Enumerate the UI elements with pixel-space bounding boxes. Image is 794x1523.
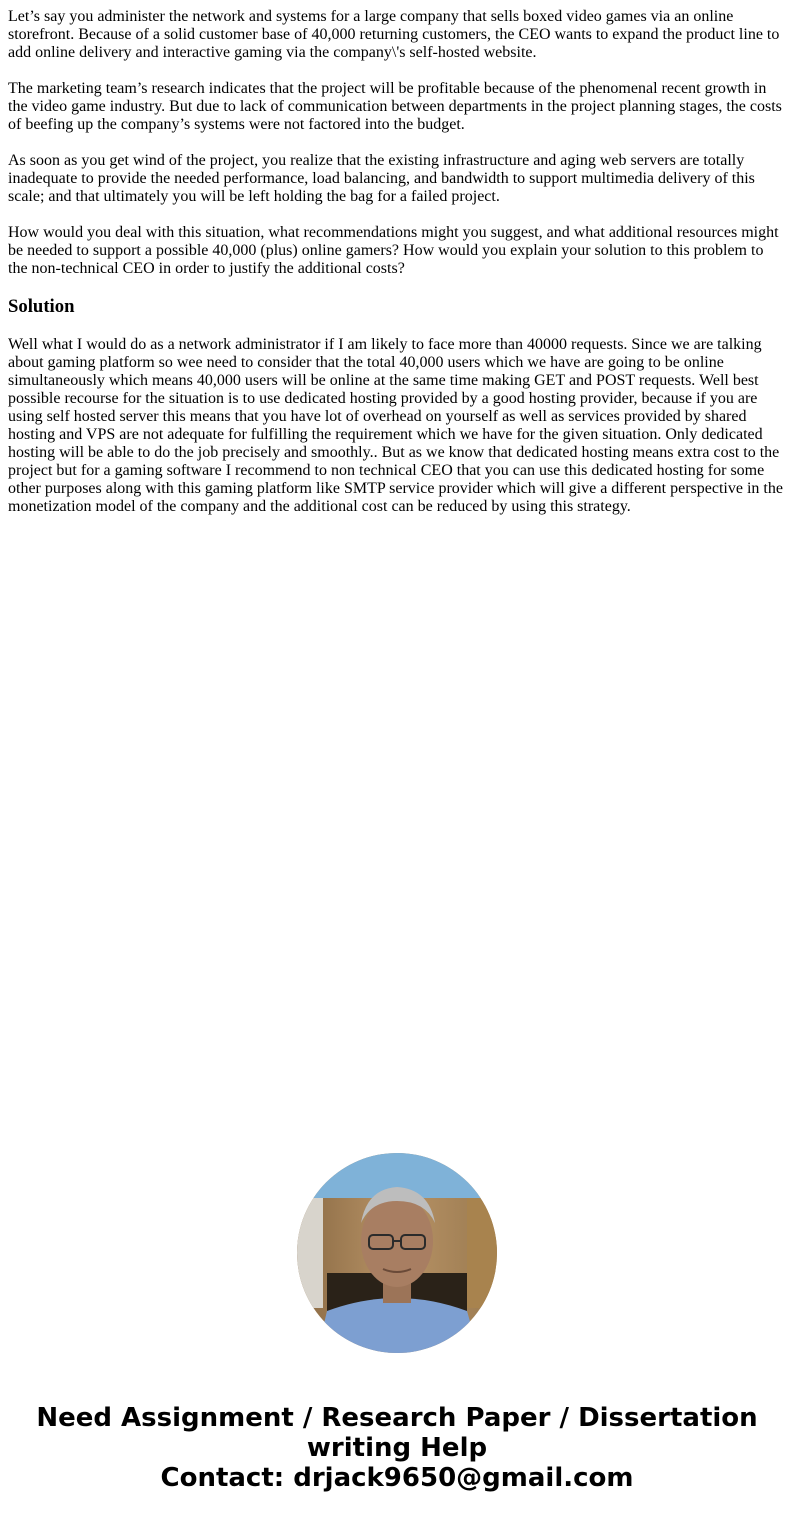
solution-paragraph: Well what I would do as a network administrator if I am likely to face more than 40000 requests. Since we are talking about gaming platform so wee need to consider that the total 40,000 users which we have are going to be online simultaneously which means 40,000 users will be online at the same time making GET and POST requests. Well best possible recourse for the situation is to use dedicated hosting provided by a good hosting provider, because if you are using self hosted server this means that you have lot of overhead on yourself as well as services provided by shared hosting and VPS are not adequate for fulfilling the requirement which we have for the given situation. Only dedicated hosting will be able to do the job precisely and smoothly.. But as we know that dedicated hosting means extra cost to the project but for a gaming software I recommend to non technical CEO that you can use this dedicated hosting for some other purposes along with this gaming platform like SMTP service provider which will give a different perspective in the monetization model of the company and the additional cost can be reduced by using this strategy.	[8, 336, 783, 515]
author-photo	[297, 1153, 497, 1353]
article	[8, 8, 786, 534]
footer-line-1: Need Assignment / Research Paper / Dissertation	[36, 1403, 758, 1433]
question-paragraph-2: The marketing team’s research indicates that the project will be profitable because of the phenomenal recent growth in the video game industry. But due to lack of communication between departments in the project planning stages, the costs of beefing up the company’s systems were not factored into the budget.	[8, 80, 782, 133]
question-paragraph-4: How would you deal with this situation, what recommendations might you suggest, and what additional resources might be needed to support a possible 40,000 (plus) online gamers? How would you explain your solution to this problem to the non-technical CEO in order to justify the additional costs?	[8, 224, 779, 277]
question-paragraph-3: As soon as you get wind of the project, you realize that the existing infrastructure and aging web servers are totally inadequate to provide the needed performance, load balancing, and bandwidth to support multimedia delivery of this scale; and that ultimately you will be left holding the bag for a failed project.	[8, 152, 755, 205]
contact-footer	[0, 1403, 794, 1493]
solution-heading: Solution	[8, 296, 75, 317]
question-paragraph-1: Let’s say you administer the network and systems for a large company that sells boxed video games via an online storefront. Because of a solid customer base of 40,000 returning customers, the CEO wants to expand the product line to add online delivery and interactive gaming via the company\'s self-hosted website.	[8, 8, 780, 61]
footer-line-2: writing Help	[306, 1433, 488, 1463]
author-avatar	[297, 1153, 497, 1353]
footer-contact: Contact: drjack9650@gmail.com	[160, 1463, 634, 1493]
